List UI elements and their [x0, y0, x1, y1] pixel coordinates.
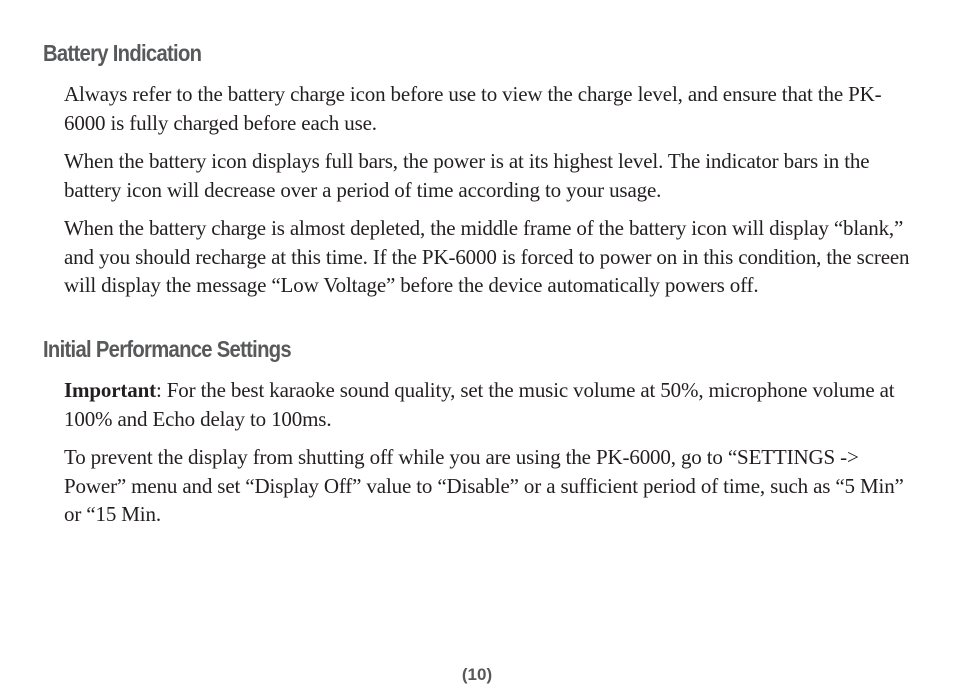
paragraph-battery-full-bars: When the battery icon displays full bars, the power is at its highest level. The indicator bars in the battery icon will decrease over a period of time according to your usage.	[64, 149, 870, 202]
paragraph-battery-depleted: When the battery charge is almost depleted, the middle frame of the battery icon will display “blank,” and you should recharge at this time. If the PK-6000 is forced to power on in this condition, the screen will display the message “Low Voltage” before the device automatically powers off.	[64, 216, 910, 297]
section-heading-battery-indication: Battery Indication	[43, 40, 202, 66]
paragraph-important-settings	[64, 376, 914, 433]
important-label: Important	[64, 378, 156, 402]
paragraph-display-off-setting: To prevent the display from shutting off while you are using the PK-6000, go to “SETTINGS -> Power” menu and set “Display Off” value to “Disable” or a sufficient period of time, such as “5 Min” or “15 Min.	[64, 445, 904, 526]
section-heading-initial-performance-settings: Initial Performance Settings	[43, 336, 291, 362]
paragraph-battery-check: Always refer to the battery charge icon before use to view the charge level, and ensure that the PK-6000 is fully charged before each use.	[64, 82, 882, 135]
page-number: (10)	[461, 665, 493, 684]
important-text: : For the best karaoke sound quality, set the music volume at 50%, microphone volume at 100% and Echo delay to 100ms.	[64, 378, 895, 431]
